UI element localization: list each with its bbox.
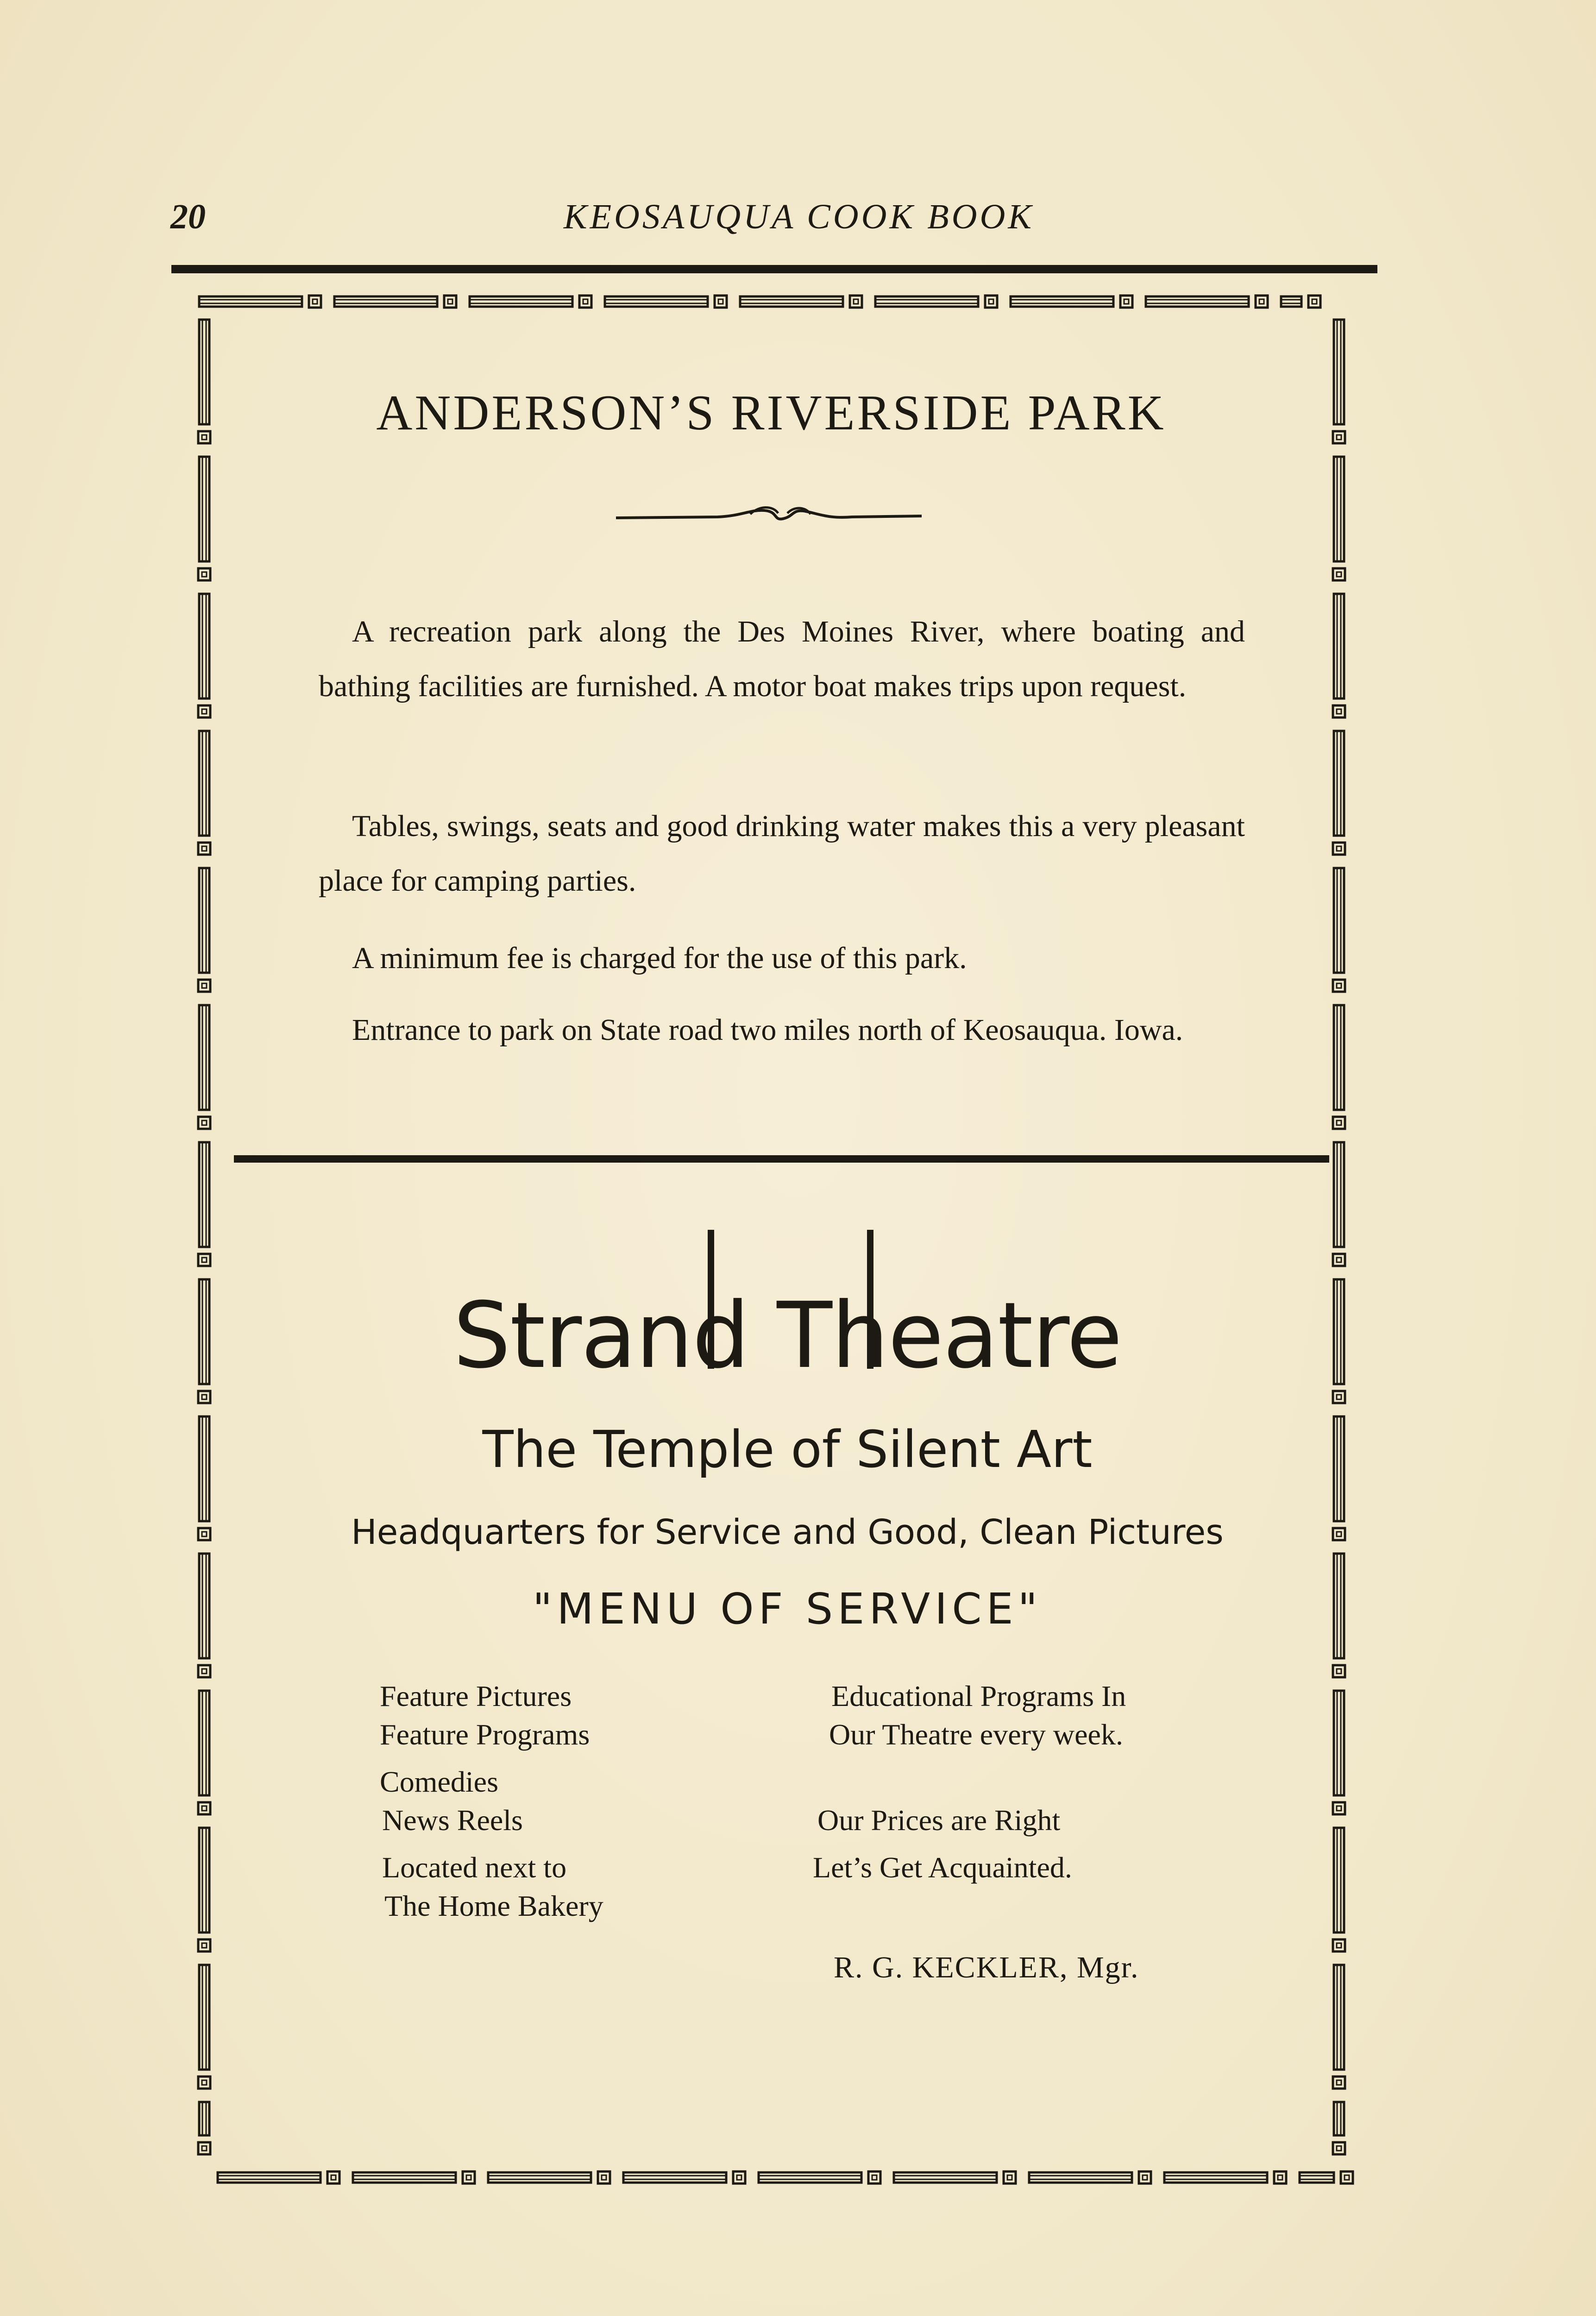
border-segment <box>1333 1254 1345 1266</box>
border-segment <box>894 2172 997 2183</box>
border-segment <box>1337 2146 1341 2151</box>
border-segment <box>1337 846 1341 851</box>
border-segment <box>1333 1939 1345 1951</box>
border-segment <box>466 2175 471 2180</box>
border-segment <box>202 435 207 440</box>
border-segment <box>202 1669 207 1674</box>
border-segment <box>1341 2171 1353 2184</box>
border-segment <box>202 868 206 973</box>
border-segment <box>202 594 206 699</box>
border-segment <box>309 296 321 308</box>
border-segment <box>198 431 210 443</box>
border-segment <box>202 1532 207 1536</box>
border-segment <box>198 1117 210 1129</box>
border-segment <box>202 1806 207 1811</box>
border-segment <box>202 1142 206 1247</box>
border-segment <box>199 1828 209 1932</box>
border-segment <box>198 568 210 580</box>
border-segment <box>1124 299 1129 304</box>
park-paragraph-1: A recreation park along the Des Moines River, where boating and bathing facilities are furnished. A motor boat makes trips upon request. <box>319 615 1245 703</box>
border-segment <box>1334 320 1344 424</box>
border-segment <box>202 709 207 714</box>
border-segment <box>353 2172 456 2183</box>
right-list-item: Let’s Get Acquainted. <box>813 1851 1072 1884</box>
border-segment <box>198 1802 210 1814</box>
left-list-item: Feature Pictures <box>380 1680 572 1712</box>
border-segment <box>488 2172 591 2183</box>
border-segment <box>199 300 302 303</box>
border-segment <box>199 320 209 424</box>
border-segment <box>1337 1691 1341 1795</box>
border-segment <box>1345 2175 1349 2180</box>
border-segment <box>1337 1554 1341 1658</box>
border-segment <box>1011 296 1113 307</box>
left-list-item: Comedies <box>380 1765 498 1798</box>
border-segment <box>1281 300 1301 303</box>
border-segment <box>715 296 727 308</box>
border-segment <box>1333 1117 1345 1129</box>
border-segment <box>1334 868 1344 973</box>
border-segment <box>202 731 206 836</box>
border-segment <box>872 2175 877 2180</box>
border-segment <box>1011 300 1113 303</box>
border-segment <box>1337 320 1341 424</box>
border-segment <box>1333 2077 1345 2089</box>
border-segment <box>444 296 456 308</box>
border-segment <box>1146 296 1249 307</box>
park-paragraph-2: Tables, swings, seats and good drinking water makes this a very pleasant place for camping parties. <box>319 809 1245 898</box>
border-segment <box>850 296 862 308</box>
border-segment <box>875 296 978 307</box>
border-segment <box>1333 1391 1345 1403</box>
border-segment <box>202 1258 207 1262</box>
border-segment <box>488 2176 591 2179</box>
flourish-ornament <box>611 500 926 528</box>
border-segment <box>623 2176 726 2179</box>
border-segment <box>199 1554 209 1658</box>
border-segment <box>1334 1828 1344 1932</box>
border-segment <box>202 1691 206 1795</box>
border-segment <box>1337 1669 1341 1674</box>
border-segment <box>202 1395 207 1399</box>
border-segment <box>199 1965 209 2070</box>
border-segment <box>202 572 207 577</box>
border-segment <box>1337 2080 1341 2085</box>
border-segment <box>623 2172 726 2183</box>
border-segment <box>598 2171 610 2184</box>
border-segment <box>1139 2171 1151 2184</box>
border-segment <box>1164 2176 1267 2179</box>
border-segment <box>1337 1005 1341 1110</box>
border-segment <box>198 1665 210 1677</box>
border-segment <box>334 296 437 307</box>
border-segment <box>1337 2102 1341 2135</box>
border-segment <box>1029 2172 1132 2183</box>
menu-heading: "MENU OF SERVICE" <box>533 1584 1042 1634</box>
border-segment <box>1333 1665 1345 1677</box>
border-segment <box>1164 2172 1267 2183</box>
border-segment <box>1337 1120 1341 1125</box>
border-segment <box>199 594 209 699</box>
border-segment <box>202 2102 206 2135</box>
border-segment <box>202 846 207 851</box>
right-list-item: Educational Programs In <box>831 1680 1126 1712</box>
border-segment <box>740 300 843 303</box>
theatre-subline: Headquarters for Service and Good, Clean Pictures <box>351 1512 1224 1552</box>
border-segment <box>1333 705 1345 717</box>
border-segment <box>198 2077 210 2089</box>
border-segment <box>199 1142 209 1247</box>
border-segment <box>1337 594 1341 699</box>
border-segment <box>1334 457 1344 561</box>
border-segment <box>353 2176 456 2179</box>
border-segment <box>199 1691 209 1795</box>
border-segment <box>1004 2171 1016 2184</box>
border-segment <box>1337 1142 1341 1247</box>
border-segment <box>1334 1554 1344 1658</box>
border-segment <box>579 296 591 308</box>
border-segment <box>1334 2102 1344 2135</box>
border-segment <box>1334 1965 1344 2070</box>
border-segment <box>894 2176 997 2179</box>
border-segment <box>1334 1279 1344 1384</box>
left-list-item: Feature Programs <box>380 1718 590 1751</box>
border-segment <box>1337 1279 1341 1384</box>
border-segment <box>733 2171 745 2184</box>
border-segment <box>331 2175 336 2180</box>
border-segment <box>1337 731 1341 836</box>
border-segment <box>1334 1691 1344 1795</box>
border-segment <box>854 299 858 304</box>
border-segment <box>605 300 708 303</box>
border-segment <box>1007 2175 1012 2180</box>
border-segment <box>448 299 452 304</box>
border-segment <box>1300 2172 1334 2183</box>
border-segment <box>218 2172 320 2183</box>
border-segment <box>1334 1142 1344 1247</box>
left-list-item: News Reels <box>382 1804 523 1837</box>
border-segment <box>202 1828 206 1932</box>
border-segment <box>1256 296 1268 308</box>
border-segment <box>199 1416 209 1521</box>
border-segment <box>1029 2176 1132 2179</box>
theatre-manager: R. G. KECKLER, Mgr. <box>834 1951 1139 1984</box>
page-number: 20 <box>170 197 206 236</box>
border-segment <box>1334 1416 1344 1521</box>
border-segment <box>989 299 993 304</box>
border-segment <box>1333 2142 1345 2154</box>
border-segment <box>1337 1943 1341 1948</box>
border-segment <box>1334 731 1344 836</box>
border-segment <box>198 705 210 717</box>
border-segment <box>1337 457 1341 561</box>
border-segment <box>718 299 723 304</box>
border-segment <box>985 296 997 308</box>
border-segment <box>198 2142 210 2154</box>
border-segment <box>1278 2175 1282 2180</box>
border-segment <box>334 300 437 303</box>
border-segment <box>202 2080 207 2085</box>
border-segment <box>1120 296 1132 308</box>
border-segment <box>198 1391 210 1403</box>
border-segment <box>313 299 317 304</box>
border-segment <box>605 296 708 307</box>
border-segment <box>1312 299 1317 304</box>
border-segment <box>199 731 209 836</box>
border-segment <box>199 457 209 561</box>
border-segment <box>1337 1965 1341 2070</box>
border-segment <box>199 1279 209 1384</box>
border-segment <box>199 296 302 307</box>
border-segment <box>202 1416 206 1521</box>
border-segment <box>202 1005 206 1110</box>
border-segment <box>1337 572 1341 577</box>
border-segment <box>875 300 978 303</box>
park-paragraph-4: Entrance to park on State road two miles north of Keosauqua. Iowa. <box>352 1013 1183 1047</box>
border-segment <box>202 2146 207 2151</box>
running-title: KEOSAUQUA COOK BOOK <box>563 197 1035 236</box>
border-segment <box>1333 843 1345 855</box>
border-segment <box>1337 709 1341 714</box>
border-segment <box>198 843 210 855</box>
border-segment <box>1333 431 1345 443</box>
border-segment <box>1337 983 1341 988</box>
border-segment <box>1143 2175 1147 2180</box>
border-segment <box>202 457 206 561</box>
border-segment <box>759 2176 861 2179</box>
border-segment <box>1337 1416 1341 1521</box>
border-segment <box>1281 296 1301 307</box>
border-segment <box>463 2171 475 2184</box>
theatre-tagline: The Temple of Silent Art <box>482 1420 1093 1479</box>
border-segment <box>1337 1828 1341 1932</box>
border-segment <box>199 1005 209 1110</box>
border-segment <box>470 296 572 307</box>
border-segment <box>198 1528 210 1540</box>
border-segment <box>1337 435 1341 440</box>
border-segment <box>202 1120 207 1125</box>
border-segment <box>202 1554 206 1658</box>
border-segment <box>202 1279 206 1384</box>
park-paragraph-3: A minimum fee is charged for the use of this park. <box>352 941 967 975</box>
border-segment <box>1337 1258 1341 1262</box>
border-segment <box>602 2175 606 2180</box>
border-segment <box>202 983 207 988</box>
border-segment <box>218 2176 320 2179</box>
border-segment <box>1334 1005 1344 1110</box>
border-segment <box>1274 2171 1286 2184</box>
border-segment <box>1308 296 1320 308</box>
border-segment <box>740 296 843 307</box>
border-segment <box>1337 1395 1341 1399</box>
border-segment <box>1259 299 1264 304</box>
border-segment <box>198 980 210 992</box>
border-segment <box>1300 2176 1334 2179</box>
left-list-item: Located next to <box>382 1851 567 1884</box>
border-segment <box>327 2171 339 2184</box>
border-segment <box>202 320 206 424</box>
border-segment <box>583 299 588 304</box>
border-segment <box>1333 1802 1345 1814</box>
border-segment <box>1333 568 1345 580</box>
border-segment <box>868 2171 880 2184</box>
border-segment <box>1337 868 1341 973</box>
border-segment <box>1146 300 1249 303</box>
border-segment <box>1334 594 1344 699</box>
border-segment <box>1333 980 1345 992</box>
border-segment <box>199 868 209 973</box>
right-list-item: Our Theatre every week. <box>829 1718 1123 1751</box>
left-list-item: The Home Bakery <box>384 1889 603 1922</box>
border-segment <box>202 1965 206 2070</box>
border-segment <box>202 1943 207 1948</box>
theatre-title: Strand Theatre <box>453 1283 1122 1389</box>
right-list-item: Our Prices are Right <box>817 1804 1061 1837</box>
section-divider <box>234 1155 1329 1163</box>
border-segment <box>759 2172 861 2183</box>
border-segment <box>199 2102 209 2135</box>
border-segment <box>1337 1806 1341 1811</box>
border-segment <box>198 1939 210 1951</box>
border-segment <box>198 1254 210 1266</box>
park-title: ANDERSON’S RIVERSIDE PARK <box>376 385 1166 441</box>
border-segment <box>737 2175 741 2180</box>
border-segment <box>470 300 572 303</box>
